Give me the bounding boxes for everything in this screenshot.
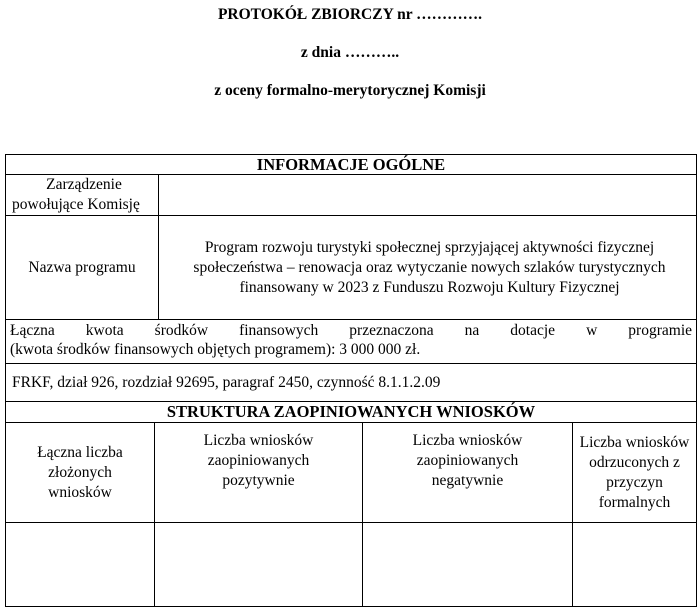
col-rejected-formal: Liczba wniosków odrzuconych z przyczyn formalnych: [572, 423, 696, 522]
value-total-submitted: [6, 523, 154, 606]
funds-line-1: Łączna kwota środków finansowych przeznaczona na dotacje w programie: [10, 322, 692, 339]
col-total-submitted: Łączna liczba złożonych wniosków: [37, 443, 123, 501]
protocol-table: [5, 154, 697, 607]
value-positive: [154, 523, 362, 606]
ordinance-row: [5, 175, 697, 216]
budget-classification: FRKF, dział 926, rozdział 92695, paragraf 2450, czynność 8.1.1.2.09: [5, 364, 697, 402]
general-info-heading: INFORMACJE OGÓLNE: [5, 154, 697, 175]
program-label: Nazwa programu: [28, 258, 136, 276]
ordinance-label-line1: Zarządzenie: [46, 176, 122, 193]
document-date-line: z dnia ………..: [300, 44, 400, 61]
structure-heading: STRUKTURA ZAOPINIOWANYCH WNIOSKÓW: [5, 402, 697, 423]
col-negative: Liczba wniosków zaopiniowanych negatywnie: [362, 423, 572, 522]
program-value: Program rozwoju turystyki społecznej sprzyjającej aktywności fizycznej społeczeństwa – renowacja oraz wytyczanie nowych szlaków turystycznych finansowany w 2023 z Funduszu Rozwoju Kultury Fizycznej: [158, 216, 696, 319]
ordinance-label: [6, 175, 158, 215]
document-title: PROTOKÓŁ ZBIORCZY nr ………….: [217, 6, 483, 23]
document-subtitle: z oceny formalno-merytorycznej Komisji: [214, 82, 486, 99]
col-positive: Liczba wniosków zaopiniowanych pozytywnie: [154, 423, 362, 522]
value-rejected-formal: [572, 523, 696, 606]
funds-row: [5, 320, 697, 364]
ordinance-label-line2: powołujące Komisję: [12, 196, 140, 213]
value-negative: [362, 523, 572, 606]
program-row: [5, 216, 697, 320]
structure-header-row: [5, 423, 697, 523]
funds-line-2: (kwota środków finansowych objętych programem): 3 000 000 zł.: [10, 341, 421, 358]
structure-values-row: [5, 523, 697, 607]
ordinance-value: [158, 175, 696, 215]
